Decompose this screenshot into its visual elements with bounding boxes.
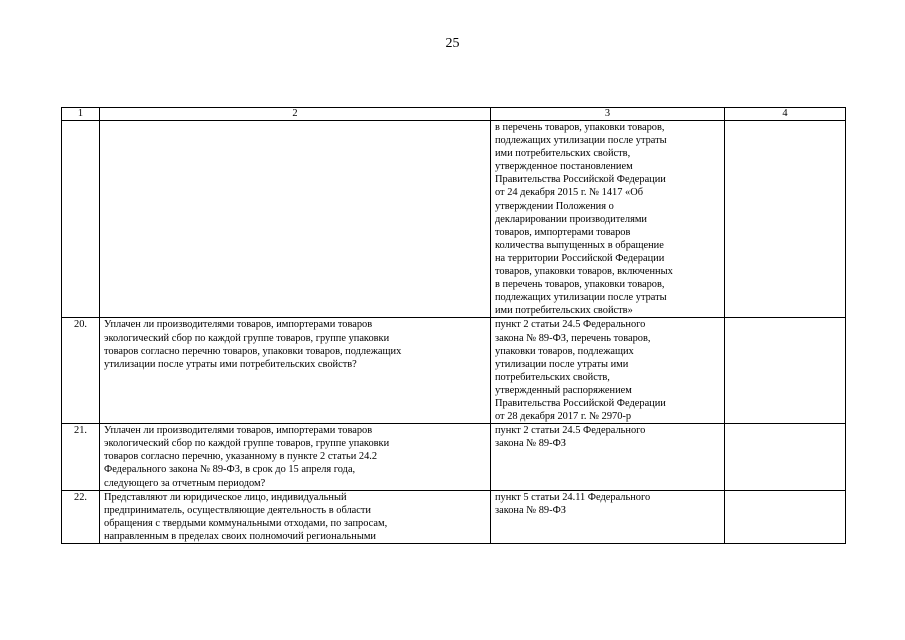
question-cell: [100, 490, 491, 543]
reference-cell-line: пункт 2 статьи 24.5 Федерального: [495, 425, 646, 437]
reference-cell-line: подлежащих утилизации после утраты: [495, 292, 667, 304]
table-header-row: [62, 108, 846, 121]
note-cell: [725, 121, 846, 318]
note-cell: [725, 490, 846, 543]
question-cell-line: Уплачен ли производителями товаров, импортерами товаров: [104, 319, 373, 331]
reference-cell-line: товаров, импортерами товаров: [495, 226, 631, 238]
reference-cell-line: ими потребительских свойств,: [495, 148, 631, 160]
reference-cell-line: ими потребительских свойств»: [495, 305, 633, 317]
question-cell-line: предприниматель, осуществляющие деятельность в области: [104, 504, 371, 516]
reference-cell: [491, 424, 725, 490]
note-cell: [725, 424, 846, 490]
row-number: 20.: [62, 318, 100, 424]
question-cell-line: следующего за отчетным периодом?: [104, 477, 266, 489]
reference-cell-line: от 28 декабря 2017 г. № 2970-р: [495, 411, 632, 423]
reference-cell-line: закона № 89-ФЗ: [495, 504, 566, 516]
reference-cell-line: количества выпущенных в обращение: [495, 239, 664, 251]
reference-cell-line: потребительских свойств,: [495, 371, 610, 383]
reference-cell-line: утилизации после утраты ими: [495, 358, 629, 370]
page-number: 25: [445, 36, 460, 51]
question-cell-line: обращения с твердыми коммунальными отходами, по запросам,: [104, 517, 388, 529]
question-cell-line: экологический сбор по каждой группе товаров, группе упаковки: [104, 438, 390, 450]
reference-cell-line: Правительства Российской Федерации: [495, 174, 666, 186]
row-number: [62, 121, 100, 318]
header-col-4: 4: [725, 108, 846, 121]
reference-cell-line: упаковки товаров, подлежащих: [495, 345, 634, 357]
table-row: [62, 490, 846, 543]
question-cell-line: утилизации после утраты ими потребительских свойств?: [104, 358, 357, 370]
question-cell-line: товаров согласно перечню, указанному в пункте 2 статьи 24.2: [104, 451, 378, 463]
question-cell-line: Федерального закона № 89-ФЗ, в срок до 15 апреля года,: [104, 464, 356, 476]
reference-cell: [491, 121, 725, 318]
header-col-2: 2: [100, 108, 491, 121]
reference-cell-line: закона № 89-ФЗ, перечень товаров,: [495, 332, 651, 344]
row-number: 21.: [62, 424, 100, 490]
question-cell-line: экологический сбор по каждой группе товаров, группе упаковки: [104, 332, 390, 344]
question-cell-line: товаров согласно перечню товаров, упаковки товаров, подлежащих: [104, 345, 402, 357]
table-row: [62, 121, 846, 318]
reference-cell-line: пункт 2 статьи 24.5 Федерального: [495, 319, 646, 331]
reference-cell-line: утвержденное постановлением: [495, 161, 633, 173]
question-cell-line: Представляют ли юридическое лицо, индивидуальный: [104, 491, 347, 503]
reference-cell-line: подлежащих утилизации после утраты: [495, 135, 667, 147]
reference-cell-line: в перечень товаров, упаковки товаров,: [495, 279, 665, 291]
table-row: [62, 424, 846, 490]
reference-cell: [491, 490, 725, 543]
question-cell-line: Уплачен ли производителями товаров, импортерами товаров: [104, 425, 373, 437]
reference-cell-line: утвержденный распоряжением: [495, 384, 632, 396]
header-col-1: 1: [62, 108, 100, 121]
question-cell: [100, 424, 491, 490]
reference-cell-line: утверждении Положения о: [495, 200, 614, 212]
reference-cell-line: закона № 89-ФЗ: [495, 438, 566, 450]
table-row: [62, 318, 846, 424]
reference-cell-line: пункт 5 статьи 24.11 Федерального: [495, 491, 651, 503]
reference-cell: [491, 318, 725, 424]
reference-cell-line: товаров, упаковки товаров, включенных: [495, 266, 673, 278]
checklist-table: [61, 107, 846, 544]
reference-cell-line: от 24 декабря 2015 г. № 1417 «Об: [495, 187, 643, 199]
question-cell-line: направленным в пределах своих полномочий региональными: [104, 530, 376, 542]
reference-cell-line: в перечень товаров, упаковки товаров,: [495, 122, 665, 133]
reference-cell-line: декларировании производителями: [495, 213, 647, 225]
reference-cell-line: на территории Российской Федерации: [495, 252, 665, 264]
row-number: 22.: [62, 490, 100, 543]
reference-cell-line: Правительства Российской Федерации: [495, 397, 666, 409]
header-col-3: 3: [491, 108, 725, 121]
question-cell: [100, 318, 491, 424]
question-cell: [100, 121, 491, 318]
note-cell: [725, 318, 846, 424]
